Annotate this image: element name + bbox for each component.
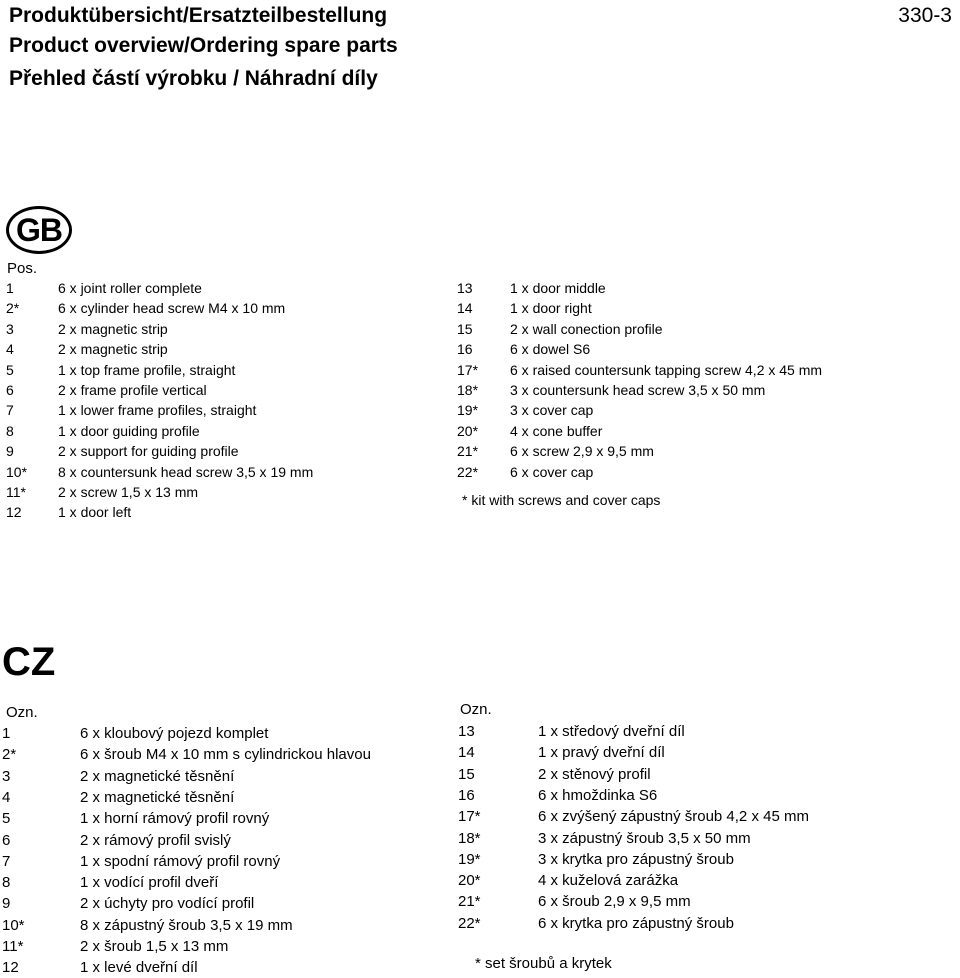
- part-description: 2 x magnetické těsnění: [80, 788, 235, 806]
- part-description: 8 x zápustný šroub 3,5 x 19 mm: [80, 916, 293, 934]
- page-number: 330-3: [898, 4, 952, 27]
- part-description: 6 x hmoždinka S6: [538, 786, 658, 804]
- pos-number: 22*: [458, 914, 481, 932]
- pos-number: 1: [6, 280, 14, 296]
- pos-number: 15: [458, 765, 475, 783]
- part-description: 6 x cover cap: [510, 463, 594, 480]
- cz-kit-note: * set šroubů a krytek: [475, 955, 612, 972]
- pos-number: 10*: [2, 916, 25, 934]
- pos-number: 3: [6, 320, 14, 337]
- part-description: 6 x dowel S6: [510, 341, 591, 358]
- part-description: 6 x raised countersunk tapping screw 4,2 x 45 mm: [510, 361, 823, 378]
- part-description: 6 x screw 2,9 x 9,5 mm: [510, 443, 654, 460]
- pos-number: 5: [6, 361, 14, 378]
- gb-kit-note: * kit with screws and cover caps: [462, 492, 661, 508]
- part-description: 2 x screw 1,5 x 13 mm: [58, 484, 199, 500]
- pos-number: 13: [457, 280, 473, 296]
- pos-number: 13: [458, 723, 475, 740]
- part-description: 2 x support for guiding profile: [58, 443, 239, 460]
- gb-pos-label: Pos.: [7, 260, 38, 277]
- pos-number: 11*: [2, 938, 24, 955]
- pos-number: 12: [2, 959, 19, 977]
- part-description: 2 x frame profile vertical: [58, 382, 207, 398]
- part-description: 6 x kloubový pojezd komplet: [80, 725, 269, 742]
- pos-number: 20*: [458, 872, 481, 890]
- part-description: 6 x krytka pro zápustný šroub: [538, 914, 734, 932]
- pos-number: 9: [6, 443, 14, 460]
- pos-number: 14: [458, 744, 475, 762]
- part-description: 1 x středový dveřní díl: [538, 723, 685, 740]
- pos-number: 21*: [458, 893, 481, 911]
- part-description: 2 x magnetic strip: [58, 341, 168, 358]
- title-en: Product overview/Ordering spare parts: [9, 34, 398, 57]
- part-description: 1 x horní rámový profil rovný: [80, 810, 270, 828]
- pos-number: 17*: [458, 808, 481, 826]
- pos-number: 2*: [6, 300, 20, 317]
- part-description: 4 x kuželová zarážka: [538, 872, 679, 890]
- pos-number: 2*: [2, 746, 17, 764]
- part-description: 3 x krytka pro zápustný šroub: [538, 850, 734, 868]
- part-description: 1 x door middle: [510, 280, 606, 296]
- pos-number: 21*: [457, 443, 479, 460]
- pos-number: 20*: [457, 422, 479, 439]
- pos-number: 18*: [457, 382, 479, 398]
- pos-number: 18*: [458, 829, 481, 847]
- pos-number: 22*: [457, 463, 479, 480]
- pos-number: 3: [2, 767, 11, 785]
- part-description: 6 x šroub 2,9 x 9,5 mm: [538, 893, 691, 911]
- title-de: Produktübersicht/Ersatzteilbestellung: [9, 4, 388, 27]
- pos-number: 14: [457, 300, 473, 317]
- cz-pos-label-right: Ozn.: [460, 701, 492, 718]
- part-description: 8 x countersunk head screw 3,5 x 19 mm: [58, 463, 314, 480]
- pos-number: 4: [2, 788, 11, 806]
- part-description: 2 x stěnový profil: [538, 765, 651, 783]
- pos-number: 19*: [457, 402, 479, 419]
- pos-number: 6: [6, 382, 14, 398]
- part-description: 3 x zápustný šroub 3,5 x 50 mm: [538, 829, 751, 847]
- pos-number: 19*: [458, 850, 481, 868]
- part-description: 3 x cover cap: [510, 402, 594, 419]
- part-description: 3 x countersunk head screw 3,5 x 50 mm: [510, 382, 766, 398]
- pos-number: 7: [2, 852, 11, 870]
- part-description: 2 x wall conection profile: [510, 320, 663, 337]
- pos-number: 9: [2, 895, 11, 913]
- pos-number: 16: [457, 341, 473, 358]
- part-description: 1 x pravý dveřní díl: [538, 744, 665, 762]
- pos-number: 4: [6, 341, 14, 358]
- part-description: 1 x door left: [58, 504, 132, 521]
- part-description: 6 x joint roller complete: [58, 280, 202, 296]
- pos-number: 1: [2, 725, 11, 742]
- pos-number: 8: [2, 874, 11, 892]
- pos-number: 16: [458, 786, 475, 804]
- part-description: 2 x úchyty pro vodící profil: [80, 895, 255, 913]
- pos-number: 8: [6, 422, 14, 439]
- part-description: 6 x zvýšený zápustný šroub 4,2 x 45 mm: [538, 808, 809, 826]
- part-description: 1 x top frame profile, straight: [58, 361, 236, 378]
- part-description: 6 x šroub M4 x 10 mm s cylindrickou hlavou: [80, 746, 371, 764]
- part-description: 1 x levé dveřní díl: [80, 959, 198, 977]
- part-description: 6 x cylinder head screw M4 x 10 mm: [58, 300, 286, 317]
- pos-number: 7: [6, 402, 14, 419]
- part-description: 1 x door guiding profile: [58, 422, 200, 439]
- cz-pos-label-left: Ozn.: [6, 704, 38, 721]
- pos-number: 5: [2, 810, 11, 828]
- pos-number: 6: [2, 831, 11, 849]
- part-description: 2 x magnetické těsnění: [80, 767, 235, 785]
- gb-country-badge: GB: [6, 206, 72, 254]
- title-cz: Přehled částí výrobku / Náhradní díly: [9, 67, 378, 90]
- part-description: 2 x šroub 1,5 x 13 mm: [80, 938, 229, 955]
- part-description: 1 x vodící profil dveří: [80, 874, 219, 892]
- pos-number: 11*: [6, 484, 26, 500]
- part-description: 1 x door right: [510, 300, 592, 317]
- pos-number: 10*: [6, 463, 28, 480]
- pos-number: 17*: [457, 361, 479, 378]
- part-description: 4 x cone buffer: [510, 422, 603, 439]
- part-description: 2 x magnetic strip: [58, 320, 168, 337]
- pos-number: 15: [457, 320, 473, 337]
- part-description: 1 x lower frame profiles, straight: [58, 402, 257, 419]
- cz-section-title: CZ: [2, 640, 56, 684]
- pos-number: 12: [6, 504, 22, 521]
- part-description: 2 x rámový profil svislý: [80, 831, 231, 849]
- part-description: 1 x spodní rámový profil rovný: [80, 852, 281, 870]
